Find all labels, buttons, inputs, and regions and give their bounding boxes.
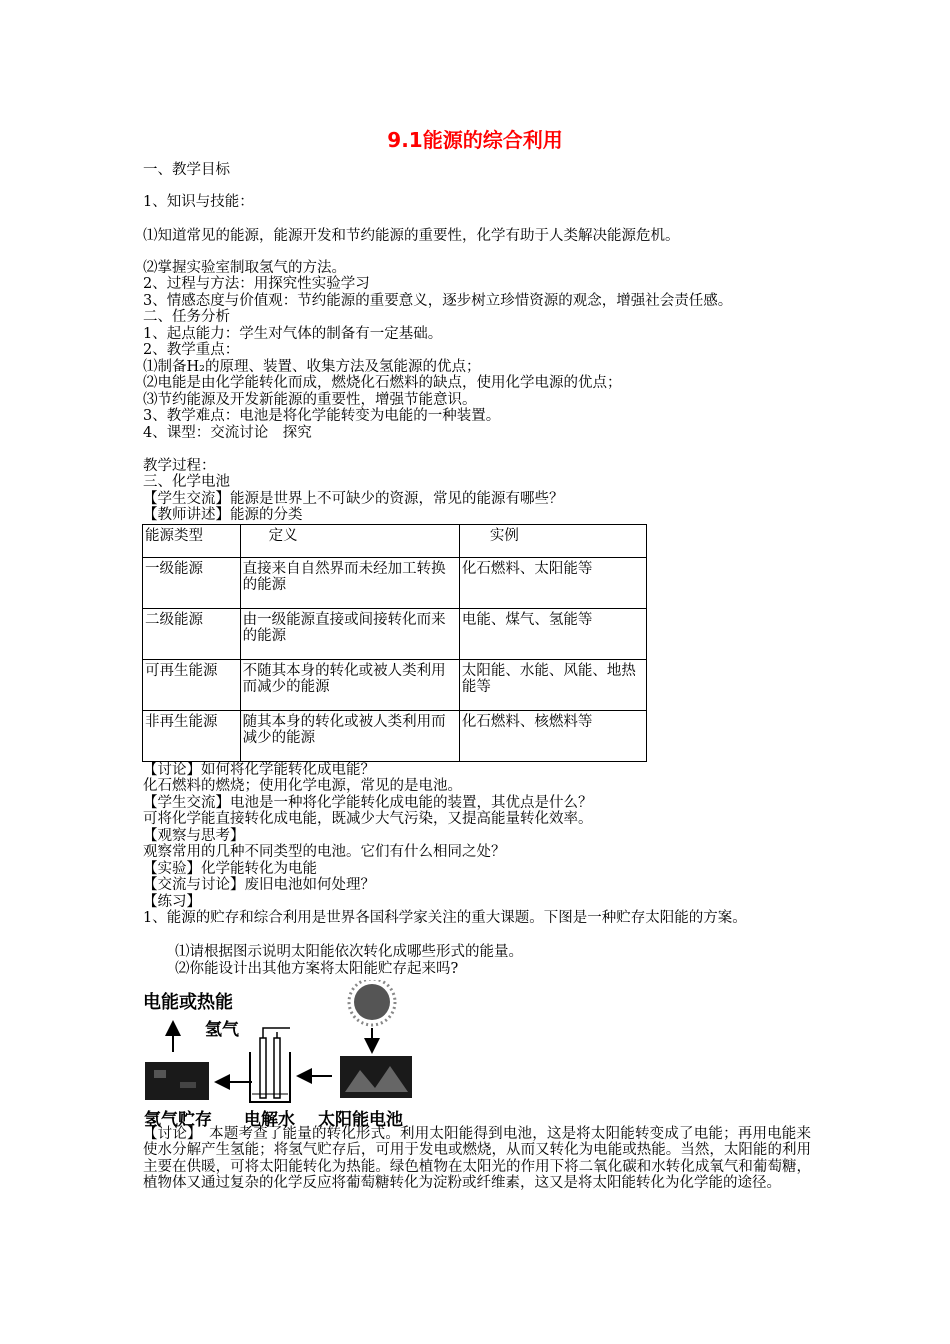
table-cell: 太阳能、水能、风能、地热能等 <box>459 660 646 711</box>
page-title: 9.1能源的综合利用 <box>387 128 563 152</box>
energy-table <box>142 524 647 762</box>
solar-storage-diagram <box>140 980 430 1128</box>
table-header: 实例 <box>459 525 646 558</box>
text-line: 【交流与讨论】废旧电池如何处理？ <box>143 877 375 893</box>
section-heading: 二、任务分析 <box>143 309 230 325</box>
table-header: 能源类型 <box>143 525 241 558</box>
text-line: 【实验】化学能转化为电能 <box>143 861 317 877</box>
table-cell: 随其本身的转化或被人类利用而减少的能源 <box>240 711 459 762</box>
section-heading: 三、化学电池 <box>143 474 230 490</box>
text-line: 教学过程： <box>143 458 216 474</box>
text-line: ⑶节约能源及开发新能源的重要性，增强节能意识。 <box>143 392 477 408</box>
section-heading: 一、教学目标 <box>143 162 230 178</box>
table-cell: 电能、煤气、氢能等 <box>459 609 646 660</box>
text-line: 3、教学难点：电池是将化学能转变为电能的一种装置。 <box>143 408 501 424</box>
text-line: 【练习】 <box>143 894 201 910</box>
table-cell: 化石燃料、核燃料等 <box>459 711 646 762</box>
table-cell: 可再生能源 <box>143 660 241 711</box>
text-line: 1、起点能力：学生对气体的制备有一定基础。 <box>143 326 443 342</box>
text-line: 【学生交流】能源是世界上不可缺少的资源，常见的能源有哪些？ <box>143 491 564 507</box>
text-line: 2、教学重点： <box>143 342 240 358</box>
texture-mark <box>180 1082 196 1088</box>
subheading: 1、知识与技能： <box>143 194 254 210</box>
diagram-label-solar: 太阳能电池 <box>318 1110 403 1128</box>
exercise-text: 1、能源的贮存和综合利用是世界各国科学家关注的重大课题。下图是一种贮存太阳能的方案。 <box>143 910 747 926</box>
text-line: 可将化学能直接转化成电能，既减少大气污染，又提高能量转化效率。 <box>143 811 593 827</box>
table-cell: 直接来自自然界而未经加工转换的能源 <box>240 558 459 609</box>
table-cell: 不随其本身的转化或被人类利用而减少的能源 <box>240 660 459 711</box>
text-line: ⑵掌握实验室制取氢气的方法。 <box>143 260 346 276</box>
text-line: 【学生交流】电池是一种将化学能转化成电能的装置，其优点是什么？ <box>143 795 593 811</box>
table-cell: 非再生能源 <box>143 711 241 762</box>
table-cell: 二级能源 <box>143 609 241 660</box>
text-line: ⑴知道常见的能源，能源开发和节约能源的重要性，化学有助于人类解决能源危机。 <box>143 228 680 244</box>
texture-mark <box>154 1070 166 1078</box>
text-line: 观察常用的几种不同类型的电池。它们有什么相同之处？ <box>143 844 506 860</box>
table-row <box>143 711 647 762</box>
question-1: ⑴请根据图示说明太阳能依次转化成哪些形式的能量。 <box>175 944 523 960</box>
table-row <box>143 660 647 711</box>
diagram-gas-label: 氢气 <box>205 1020 239 1040</box>
text-line: 3、情感态度与价值观：节约能源的重要意义，逐步树立珍惜资源的观念，增强社会责任感。 <box>143 293 733 309</box>
hydrogen-storage-block <box>145 1062 209 1100</box>
table-cell: 化石燃料、太阳能等 <box>459 558 646 609</box>
discussion-paragraph: 【讨论】 本题考查了能量的转化形式。利用太阳能得到电池，这是将太阳能转变成了电能；再用电能来使水分解产生氢能；将氢气贮存后，可用于发电或燃烧，从而又转化为电能或热能。当然，太阳能的利用主要在供暖，可将太阳能转化为热能。绿色植物在太阳光的作用下将二氧化碳和水转化成氧气和葡萄糖，植物体又通过复杂的化学反应将葡萄糖转化为淀粉或纤维素，这又是将太阳能转化为化学能的途径。 <box>143 1126 811 1192</box>
table-row <box>143 558 647 609</box>
text-line: 【教师讲述】能源的分类 <box>143 507 303 523</box>
table-cell: 一级能源 <box>143 558 241 609</box>
text-line: ⑵电能是由化学能转化而成，燃烧化石燃料的缺点，使用化学电源的优点； <box>143 375 622 391</box>
table-row <box>143 609 647 660</box>
electrode-tube <box>274 1038 280 1098</box>
text-line: 2、过程与方法：用探究性实验学习 <box>143 276 370 292</box>
text-line: 【观察与思考】 <box>143 828 245 844</box>
question-2: ⑵你能设计出其他方案将太阳能贮存起来吗? <box>175 961 459 977</box>
table-cell: 由一级能源直接或间接转化而来的能源 <box>240 609 459 660</box>
diagram-label-electrolysis: 电解水 <box>244 1110 295 1128</box>
text-line: 化石燃料的燃烧；使用化学电源，常见的是电池。 <box>143 778 462 794</box>
diagram-label-storage: 氢气贮存 <box>144 1110 212 1128</box>
text-line: 【讨论】如何将化学能转化成电能？ <box>143 762 375 778</box>
text-line: ⑴制备H₂的原理、装置、收集方法及氢能源的优点； <box>143 359 481 375</box>
diagram-top-label: 电能或热能 <box>143 992 233 1013</box>
table-header: 定义 <box>240 525 459 558</box>
sun-icon <box>349 980 395 1025</box>
electrode-tube <box>260 1038 266 1098</box>
text-line: 4、课型：交流讨论 探究 <box>143 425 312 441</box>
